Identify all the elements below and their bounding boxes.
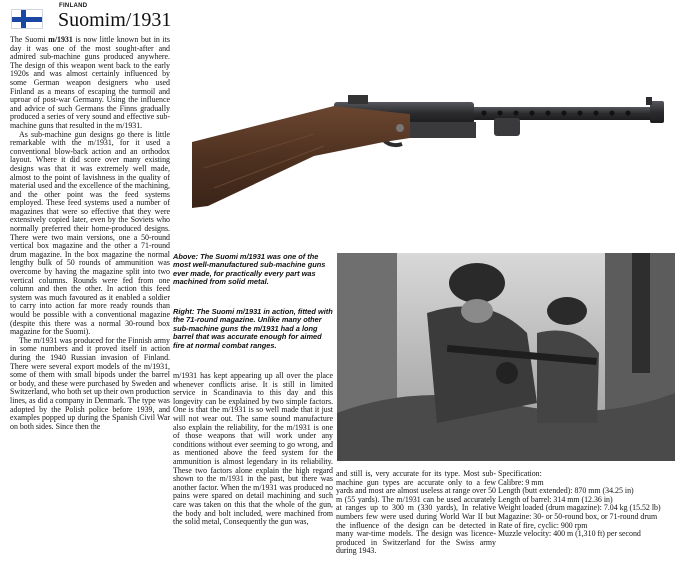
paragraph-5: and still is, very accurate for its type. Most sub-machine gun types are accurate only to a few yards and most are almost useless at range over 50 m (55 yards). The m/1931 can be used accurately at ranges up to 300 m (330 yards), In relative numbers few were used during World War II but the influence of the design can be detected in many war-time models. The design was licence-produced in Switzerland for the Swiss army during 1943. [336,469,496,556]
caption-right: Right: The Suomi m/1931 in action, fitted with the 71-round magazine. Unlike many other sub-machine guns the m/1931 had a long barrel that was accurate enough for aimed fire at normal combat ranges. [173,307,333,350]
page-title: Suomim/1931 [58,9,172,31]
gun-image [174,38,675,236]
caption-above: Above: The Suomi m/1931 was one of the most well-manufactured sub-machine guns ever made, for practically every part was machined from solid metal. [173,252,326,287]
spec-item: Calibre: 9 mm [498,477,544,487]
spec-item: Muzzle velocity: 400 m (1,310 ft) per second [498,529,641,539]
country-label: FINLAND [59,3,88,9]
spec-item: Magazine: 30- or 50-round box, or 71-round drum [498,511,658,521]
paragraph-1: is now little known but in its day it was one of the most sought-after and admired sub-machine guns produced anywhere. The design of this weapon went back to the early 1920s and was almost certainly influenced by some German weapon designers who used Finland as a means of escaping the turmoil and uproar of post-war Germany. Using the influence and advice of such Germans the Finns gradually produced a series of very sound and effective sub-machine guns that resulted in the m/1931. [10,35,170,130]
paragraph-3: The m/1931 was produced for the Finnish army in some numbers and it proved itself in action during the 1940 Russian invasion of Finland. There were several export models of the m/1931, some of them with small bipods under the barrel or body, and these were purchased by Sweden and Switzerland, who both set up their own production lines, as did a company in Denmark. The type was adopted by the Polish police before 1939, and examples popped up during the Spanish Civil War on both sides. Since then the [10,335,170,431]
soldiers-photo [337,253,675,461]
submachine-gun-photo [174,38,675,236]
model-name: m/1931 [48,35,73,44]
body-column-3 [336,470,496,556]
spec-item: Rate of fire, cyclic: 900 rpm [498,520,588,530]
finland-flag-icon [11,9,43,29]
spec-item: Length (butt extended): 870 mm (34.25 in) [498,486,634,496]
spec-item: Length of barrel: 314 mm (12.36 in) [498,494,613,504]
body-column-1 [10,36,170,431]
specification-box [498,470,673,539]
spec-item: Weight loaded (drum magazine): 7.04 kg (15.52 lb) [498,503,661,513]
spec-heading: Specification: [498,469,542,478]
text-intro: The Suomi [10,35,46,44]
soldiers-in-action-photo [337,253,675,461]
paragraph-2: As sub-machine gun designs go there is little remarkable with the m/1931, for it used a conventional blow-back action and an orthodox layout. Where it did score over many existing designs was that it was extremely well made, almost to the point of lavishness in the quality of material used and the excellence of the machining, and the other point was the feed systems employed. These feed systems used a number of magazines that were so effective that they were extensively copied later, even by the Soviets who normally preferred their home-produced designs. There were two main versions, one a 50-round vertical box magazine and the other a 71-round drum magazine. In the box magazine the normal lengthy bulk of 50 rounds of ammunition was overcome by having the magazine split into two vertical columns. Rounds were fed from one column and then the other. In action this feed system was much favoured as it enabled a soldier to carry into action far more ready rounds than would be possible with a conventional magazine (despite this there was a normal 30-round box magazine for the Suomi). [10,129,170,337]
paragraph-4: m/1931 has kept appearing up all over the place whenever conflicts arise. It is still in limited service in Scandinavia to this day and this longevity can be explained by two simple factors. One is that the m/1931 is so well made that it just will not wear out. The same sound manufacture also explain the reliability, for the m/1931 is one of those weapons that will work under any conditions without ever seeming to go wrong, and as mentioned above the feed system for the ammunition is almost legendary in its reliability. These two factors alone explain the high regard shown to the m/1931 in the past, but there was another factor. When the m/1931 was produced no pains were spared on detail machining and such care was taken on this that the whole of the gun, the body and bolt included, were machined from the solid metal, Consequently the gun was, [173,371,333,527]
body-column-2 [173,372,333,527]
